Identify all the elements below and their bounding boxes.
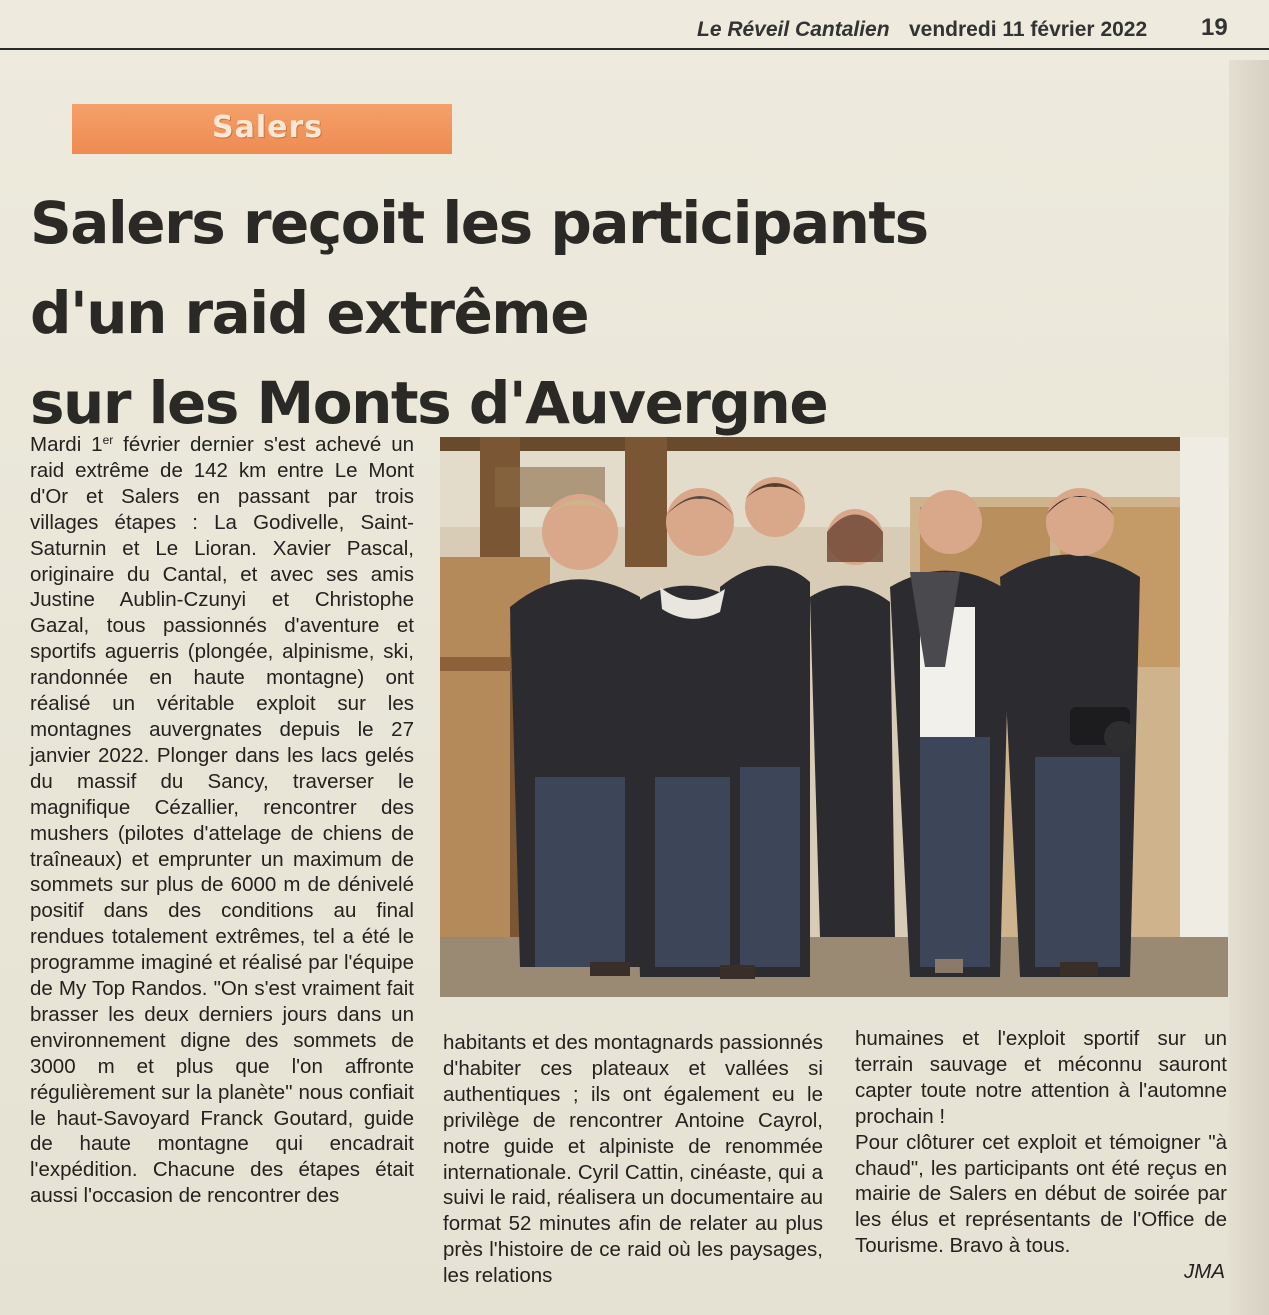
article-column-2: habitants et des montagnards passionnés d'habiter ces plateaux et vallées si authentiques ; ils ont également eu le privilège de rencontrer Antoine Cayrol, notre guide et alpiniste de renommée internationale. Cyril Cattin, cinéaste, qui a suivi le raid, réalisera un documentaire au format 52 minutes afin de relater au plus près l'histoire de ce raid où les paysages, les relations bbox=[443, 1031, 823, 1288]
headline-line-1: Salers reçoit les participants bbox=[30, 189, 928, 257]
column-3-paragraph-1: humaines et l'exploit sportif sur un terrain sauvage et méconnu sauront capter toute notre attention à l'automne prochain ! bbox=[855, 1027, 1227, 1128]
author-signature: JMA bbox=[1184, 1260, 1225, 1284]
group-photo bbox=[440, 437, 1228, 997]
article-headline bbox=[30, 178, 970, 448]
column-3-paragraph-2: Pour clôturer cet exploit et témoigner "à chaud", les participants ont été reçus en mairie de Salers en début de soirée par les élus et représentants de l'Office de Tourisme. Bravo à tous. bbox=[855, 1130, 1227, 1258]
headline-line-3: sur les Monts d'Auvergne bbox=[30, 369, 828, 437]
article-column-1 bbox=[30, 432, 414, 1209]
headline-line-2: d'un raid extrême bbox=[30, 279, 589, 347]
article-column-3 bbox=[855, 1026, 1227, 1285]
publication-name: Le Réveil Cantalien bbox=[697, 18, 890, 41]
page-header bbox=[0, 0, 1269, 50]
group-photo-illustration bbox=[440, 437, 1228, 997]
publication-date: vendredi 11 février 2022 bbox=[909, 18, 1148, 41]
section-rubric bbox=[72, 104, 452, 154]
column-1-text: février dernier s'est achevé un raid extrême de 142 km entre Le Mont d'Or et Salers en passant par trois villages étapes : La Godivelle, Saint-Saturnin et Le Lioran. Xavier Pascal, originaire du Cantal, et avec ses amis Justine Aublin-Czunyi et Christophe Gazal, tous passionnés d'aventure et sportifs aguerris (plongée, alpinisme, ski, randonnée en haute montagne) ont réalisé un véritable exploit sur les montagnes auvergnates depuis le 27 janvier 2022. Plonger dans les lacs gelés du massif du Sancy, traverser le magnifique Cézallier, rencontrer des mushers (pilotes d'attelage de chiens de traîneaux) et emprunter un maximum de sommets sur plus de 6000 m de dénivelé positif dans des conditions au final rendues totalement extrêmes, tel a été le programme imaginé et réalisé par l'équipe de My Top Randos. "On s'est vraiment fait brasser les deux derniers jours dans un environnement digne des sommets de 3000 m et plus que l'on affronte régulièrement sur la planète" nous confiait le haut-Savoyard Franck Goutard, guide de haute montagne qui encadrait l'expédition. Chacune des étapes était aussi l'occasion de rencontrer des bbox=[30, 433, 414, 1208]
adjacent-page-edge bbox=[1229, 60, 1269, 1315]
intro-superscript: er bbox=[102, 433, 114, 447]
rubric-label: Salers bbox=[212, 110, 324, 145]
page-number: 19 bbox=[1201, 14, 1228, 41]
intro-prefix: Mardi 1 bbox=[30, 433, 103, 456]
